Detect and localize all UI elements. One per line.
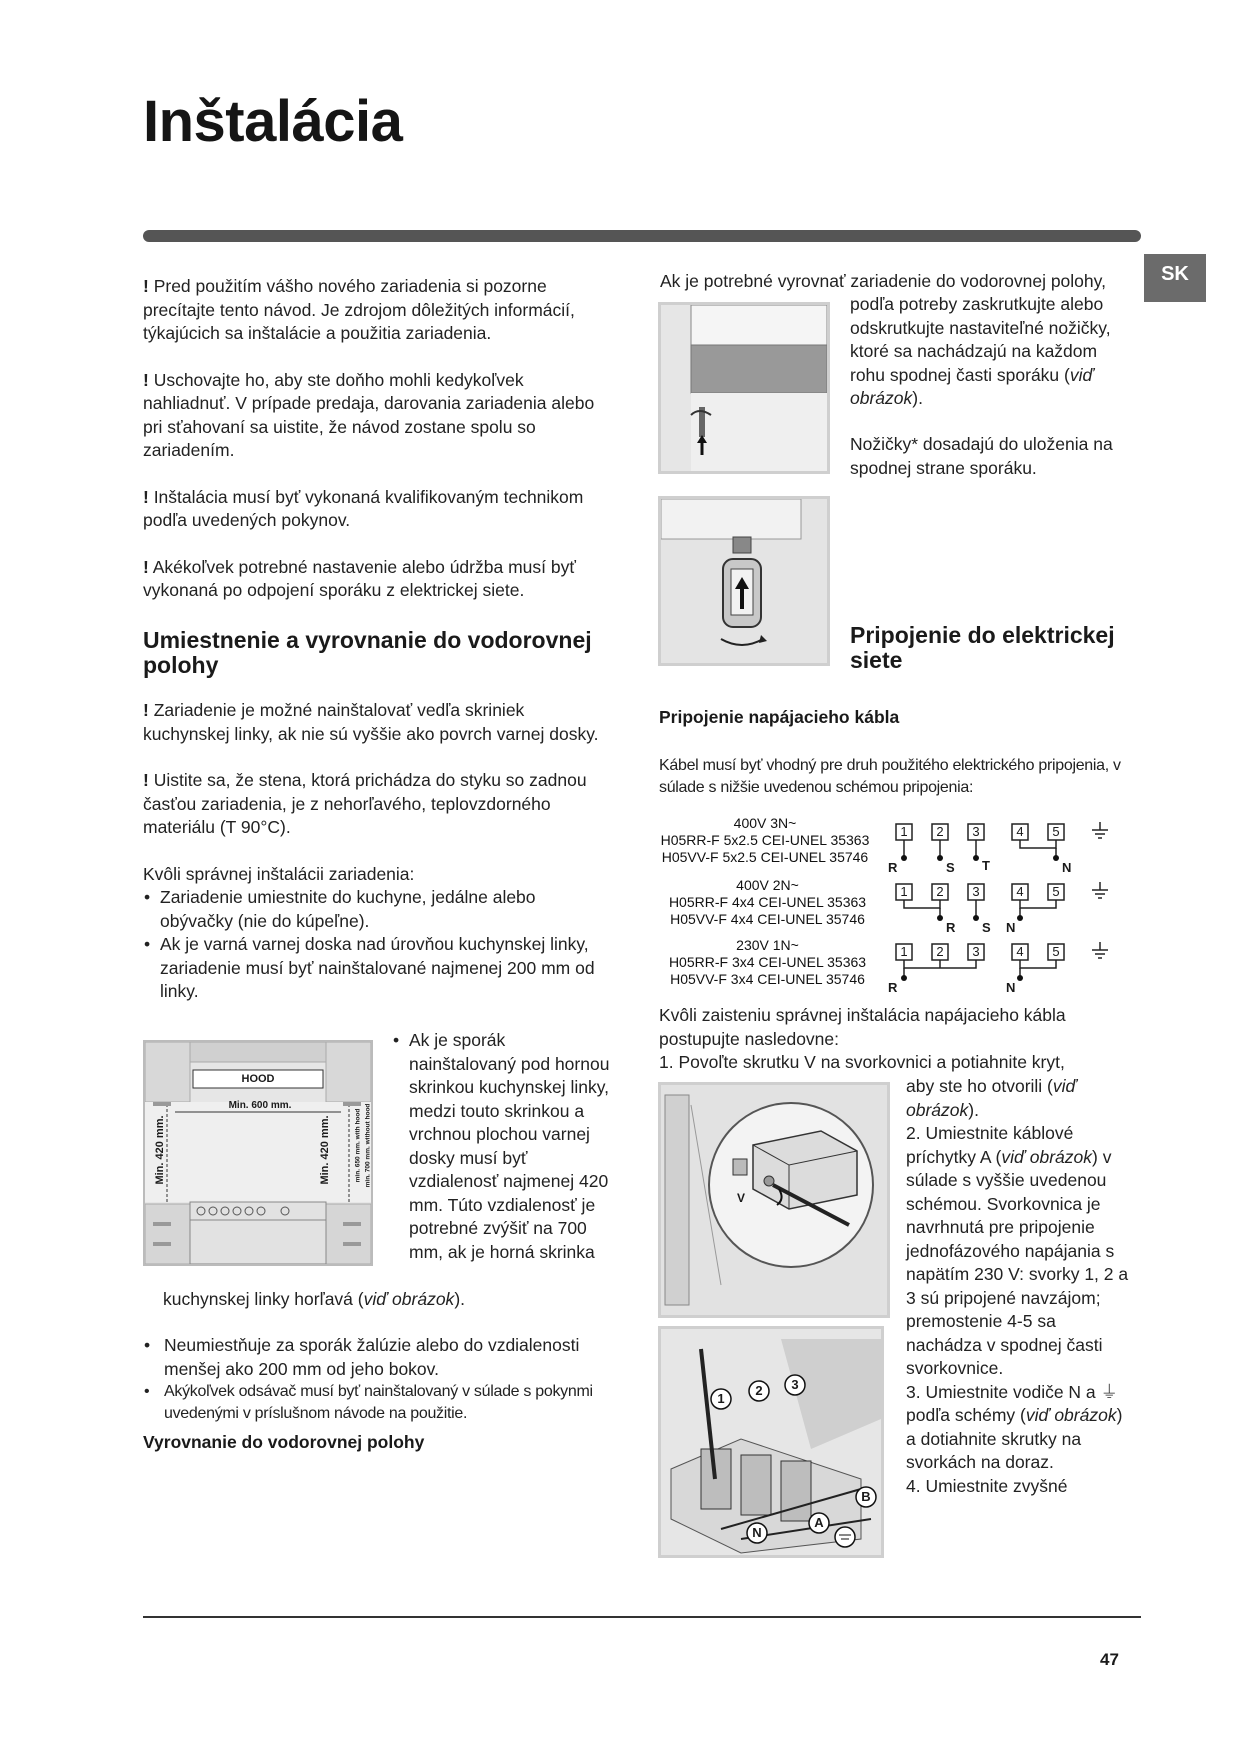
screw-v-label: V [737,1191,746,1205]
note-2: ! Uschovajte ho, aby ste doňho mohli kedykoľvek nahliadnuť. V prípade predaja, darovania zariadenia alebo pri sťahovaní sa uistite, že návod zostane spolu so zariadením. [143,369,595,460]
voltage-label: 400V 3N~ [733,815,797,831]
leveling-figure-foot [658,496,830,666]
terminal-number: 3 [972,944,980,959]
wiring-spec-1 [650,815,880,866]
terminal-number: 4 [1016,884,1024,899]
callout-a: A [814,1515,824,1530]
subhead-cable: Pripojenie napájacieho kábla [659,707,900,727]
hood-bullet [392,1029,612,1264]
earth-icon: ⏚ [1100,1381,1119,1402]
terminal-number: 4 [1016,944,1024,959]
phase-label: N [1062,860,1072,875]
note-3: ! Inštalácia musí byť vykonaná kvalifikovaným technikom podľa uvedených pokynov. [143,486,584,530]
note-6: ! Uistite sa, že stena, ktorá prichádza do styku so zadnou časťou zariadenia, je z nehorľavého, teplovzdorného materiálu (T 90°C). [143,770,587,837]
terminal-diagram [890,820,1130,1000]
terminal-cover-diagram [661,1085,887,1315]
note-4: ! Akékoľvek potrebné nastavenie alebo údržba musí byť vykonaná po odpojení sporáku z elektrickej siete. [143,556,576,600]
hood-bullet-tail: kuchynskej linky horľavá (viď obrázok). [163,1289,466,1309]
callout-2: 2 [755,1383,763,1398]
cable-spec: H05RR-F 3x4 CEI-UNEL 35363 [668,954,867,970]
wiring-spec-3 [655,937,880,988]
note-5: ! Zariadenie je možné nainštalovať vedľa skriniek kuchynskej linky, ak nie sú vyššie ako povrch varnej dosky. [143,700,599,744]
placement-bullets [143,886,603,1004]
terminal-number: 1 [900,824,908,839]
section-title-electrical: Pripojenie do elektrickej siete [850,622,1115,673]
terminal-number: 5 [1052,944,1060,959]
bullets-2 [143,1334,613,1425]
list-item: • Ak je sporák nainštalovaný pod hornou skrinkou kuchynskej linky, medzi touto skrinkou a vrchnou plochou varnej dosky musí byť vzdialenosť najmenej 420 mm. Túto vzdialenosť je potrebné zvýšiť na 700 mm, ak je horná skrinka [392,1029,612,1264]
voltage-label: 230V 1N~ [736,937,799,953]
terminal-number: 5 [1052,884,1060,899]
phase-label: R [888,860,898,875]
cable-spec: H05RR-F 5x2.5 CEI-UNEL 35363 [660,832,870,848]
language-tab: SK [1144,254,1206,302]
terminal-number: 2 [936,944,944,959]
terminal-number: 3 [972,884,980,899]
callout-3: 3 [791,1377,799,1392]
phase-label: R [888,980,898,995]
with-hood-label: min. 650 mm. with hood [354,1108,362,1183]
steps-text: aby ste ho otvorili (viď obrázok). 2. Umiestnite káblové príchytky A (viď obrázok) v súlade s vyššie uvedenou schémou. Svorkovnica je navrhnutá pre pripojenie jednofázového napájania s napätím 230 V: svorky 1, 2 a 3 sú pripojené navzájom; premostenie 4-5 sa nachádza v spodnej časti svorkovnice. 3. Umiestnite vodiče N a ⏚ podľa schémy (viď obrázok) a dotiahnite skrutky na svorkách na doraz. 4. Umiestnite zvyšné [906,1076,1129,1496]
terminal-number: 3 [972,824,980,839]
cable-text: Kábel musí byť vhodný pre druh použitého elektrického pripojenia, v súlade s nižšie uvedenou schémou pripojenia: [659,757,1121,796]
terminal-number: 2 [936,884,944,899]
min420-left-label: Min. 420 mm. [154,1115,166,1185]
step-1-first: 1. Povoľte skrutku V na svorkovnici a potiahnite kryt, [659,1052,1065,1072]
leveling-first-line: Ak je potrebné vyrovnať zariadenie do vodorovnej polohy, [660,271,1106,291]
without-hood-label: min. 700 mm. without hood [364,1103,372,1188]
terminal-number: 1 [900,944,908,959]
header-rule [143,230,1141,242]
feet-note: Nožičky* dosadajú do uloženia na spodnej strane sporáku. [850,434,1113,478]
leveling-figure-top [658,302,830,474]
phase-label: T [982,858,990,873]
callout-1: 1 [717,1391,725,1406]
hood-label: HOOD [241,1073,275,1085]
page-title: Inštalácia [143,89,403,154]
min420-right-label: Min. 420 mm. [319,1115,331,1185]
note-1: ! Pred použitím vášho nového zariadenia si pozorne precítajte tento návod. Je zdrojom dôležitých informácií, týkajúcich sa inštalácie a použitia zariadenia. [143,276,575,343]
terminal-schematics [890,820,1130,1000]
cable-spec: H05VV-F 3x4 CEI-UNEL 35746 [670,971,865,987]
min600-label: Min. 600 mm. [228,1100,292,1111]
intro-notes [143,275,613,603]
terminal-number: 1 [900,884,908,899]
list-item: • Ak je varná varnej doska nad úrovňou kuchynskej linky, zariadenie musí byť nainštalované najmenej 200 mm od linky. [143,933,603,1004]
callout-b: B [861,1489,871,1504]
list-item: • Zariadenie umiestnite do kuchyne, jedálne alebo obývačky (nie do kúpeľne). [143,886,603,933]
section-title-placement: Umiestnenie a vyrovnanie do vodorovnej polohy [143,627,592,678]
terminal-wiring-figure [658,1326,884,1558]
callout-n: N [752,1525,762,1540]
stove-side-diagram [661,305,827,471]
wiring-spec-2 [655,877,880,928]
cable-spec: H05VV-F 4x4 CEI-UNEL 35746 [670,911,865,927]
footer-rule [143,1616,1141,1618]
terminal-number: 5 [1052,824,1060,839]
leveling-text: podľa potreby zaskrutkujte alebo odskrutkujte nastaviteľné nožičky, ktoré sa nachádzajú na každom rohu spodnej časti sporáku (viď obrázok). [850,294,1111,408]
terminal-number: 4 [1016,824,1024,839]
terminal-wiring-diagram [661,1329,881,1555]
phase-label: N [1006,920,1016,935]
intro-line: Kvôli správnej inštalácii zariadenia: [143,863,415,884]
phase-label: S [946,860,955,875]
voltage-label: 400V 2N~ [736,877,799,893]
terminal-cover-figure [658,1082,890,1318]
install-intro: Kvôli zaisteniu správnej inštalácia napájacieho kábla postupujte nasledovne: [659,1005,1066,1049]
placement-notes [143,699,603,1004]
cable-spec: H05VV-F 5x2.5 CEI-UNEL 35746 [661,849,869,865]
list-item: • Neumiestňuje za sporák žalúzie alebo do vzdialenosti menšej ako 200 mm od jeho bokov. [143,1334,613,1381]
cable-spec: H05RR-F 4x4 CEI-UNEL 35363 [668,894,867,910]
subhead-leveling: Vyrovnanie do vodorovnej polohy [143,1432,425,1452]
phase-label: N [1006,980,1016,995]
phase-label: S [982,920,991,935]
list-item: • Akýkoľvek odsávač musí byť nainštalovaný v súlade s pokynmi uvedenými v príslušnom návode na použitie. [143,1381,613,1425]
terminal-number: 2 [936,824,944,839]
phase-label: R [946,920,956,935]
page-number: 47 [1100,1650,1119,1669]
hood-clearance-figure [143,1040,373,1266]
adjustable-foot-diagram [661,499,827,663]
